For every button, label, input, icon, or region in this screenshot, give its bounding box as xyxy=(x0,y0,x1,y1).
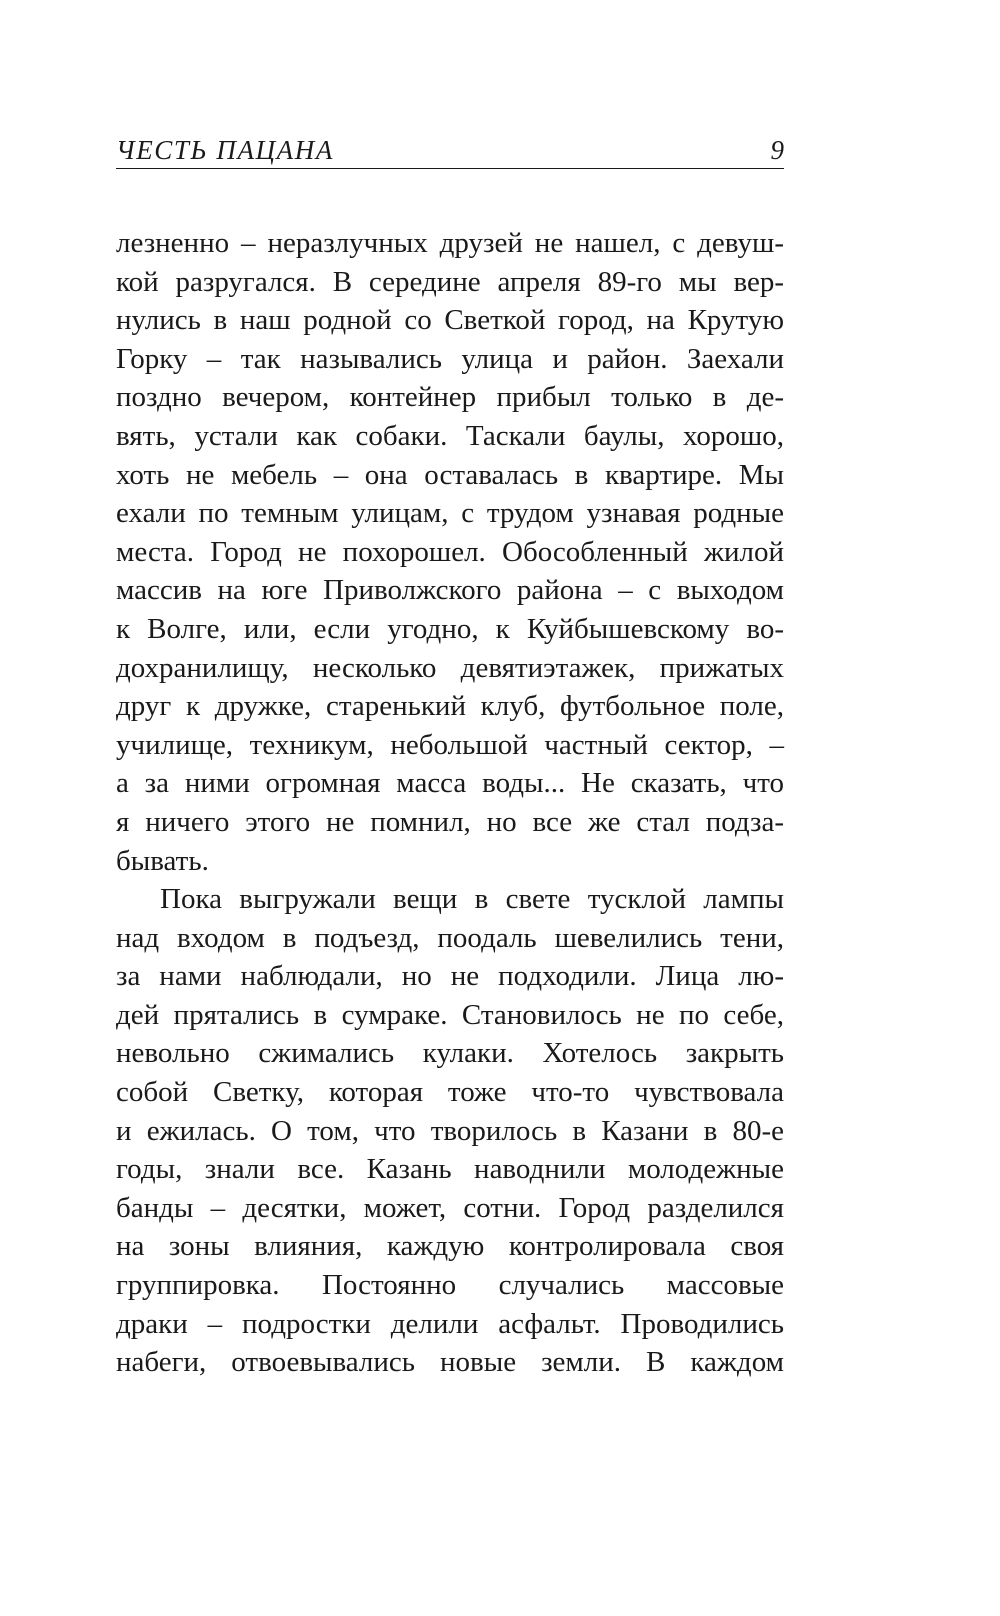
text-line: лезненно – неразлучных друзей не нашел, с девуш- xyxy=(116,227,784,259)
text-line: банды – десятки, может, сотни. Город разделился xyxy=(116,1191,784,1224)
paragraph-1 xyxy=(116,224,784,880)
text-line: Горку – так назывались улица и район. Заехали xyxy=(116,342,784,375)
text-line: массив на юге Приволжского района – с выходом xyxy=(116,574,784,607)
header-rule xyxy=(116,168,784,169)
text-line: дей прятались в сумраке. Становилось не по себе, xyxy=(116,998,784,1031)
text-line: места. Город не похорошел. Обособленный жилой xyxy=(116,535,784,568)
text-line: Пока выгружали вещи в свете тусклой лампы xyxy=(160,883,784,916)
text-line: невольно сжимались кулаки. Хотелось закрыть xyxy=(116,1037,784,1070)
text-line: нулись в наш родной со Светкой город, на Крутую xyxy=(116,304,784,337)
text-line: над входом в подъезд, поодаль шевелились тени, xyxy=(116,921,784,954)
text-line: за нами наблюдали, но не подходили. Лица лю- xyxy=(116,960,784,993)
text-line: к Волге, или, если угодно, к Куйбышевскому во- xyxy=(116,612,784,645)
text-line: ехали по темным улицам, с трудом узнавая родные xyxy=(116,497,784,530)
text-line: кой разругался. В середине апреля 89-го мы вер- xyxy=(116,265,784,298)
text-line: училище, техникум, небольшой частный сектор, – xyxy=(116,728,784,761)
body-text xyxy=(116,224,784,1382)
text-line: поздно вечером, контейнер прибыл только в де- xyxy=(116,381,784,414)
running-head xyxy=(116,130,784,166)
text-line: бывать. xyxy=(116,844,209,877)
page-number: 9 xyxy=(770,135,784,165)
text-line: драки – подростки делили асфальт. Проводились xyxy=(116,1307,784,1340)
running-title: ЧЕСТЬ ПАЦАНА xyxy=(116,135,334,165)
text-line: и ежилась. О том, что творилось в Казани в 80-е xyxy=(116,1114,784,1147)
text-line: группировка. Постоянно случались массовые xyxy=(116,1269,784,1302)
text-line: собой Светку, которая тоже что-то чувствовала xyxy=(116,1076,784,1109)
text-line: хоть не мебель – она оставалась в квартире. Мы xyxy=(116,458,784,491)
paragraph-2 xyxy=(116,880,784,1382)
text-line: набеги, отвоевывались новые земли. В каждом xyxy=(116,1346,784,1379)
text-line: я ничего этого не помнил, но все же стал подза- xyxy=(116,805,784,838)
text-line: на зоны влияния, каждую контролировала своя xyxy=(116,1230,784,1263)
text-line: а за ними огромная масса воды... Не сказать, что xyxy=(116,767,784,800)
text-line: вять, устали как собаки. Таскали баулы, хорошо, xyxy=(116,419,784,452)
text-line: годы, знали все. Казань наводнили молодежные xyxy=(116,1153,784,1186)
text-line: дохранилищу, несколько девятиэтажек, прижатых xyxy=(116,651,784,684)
text-line: друг к дружке, старенький клуб, футбольное поле, xyxy=(116,690,784,723)
